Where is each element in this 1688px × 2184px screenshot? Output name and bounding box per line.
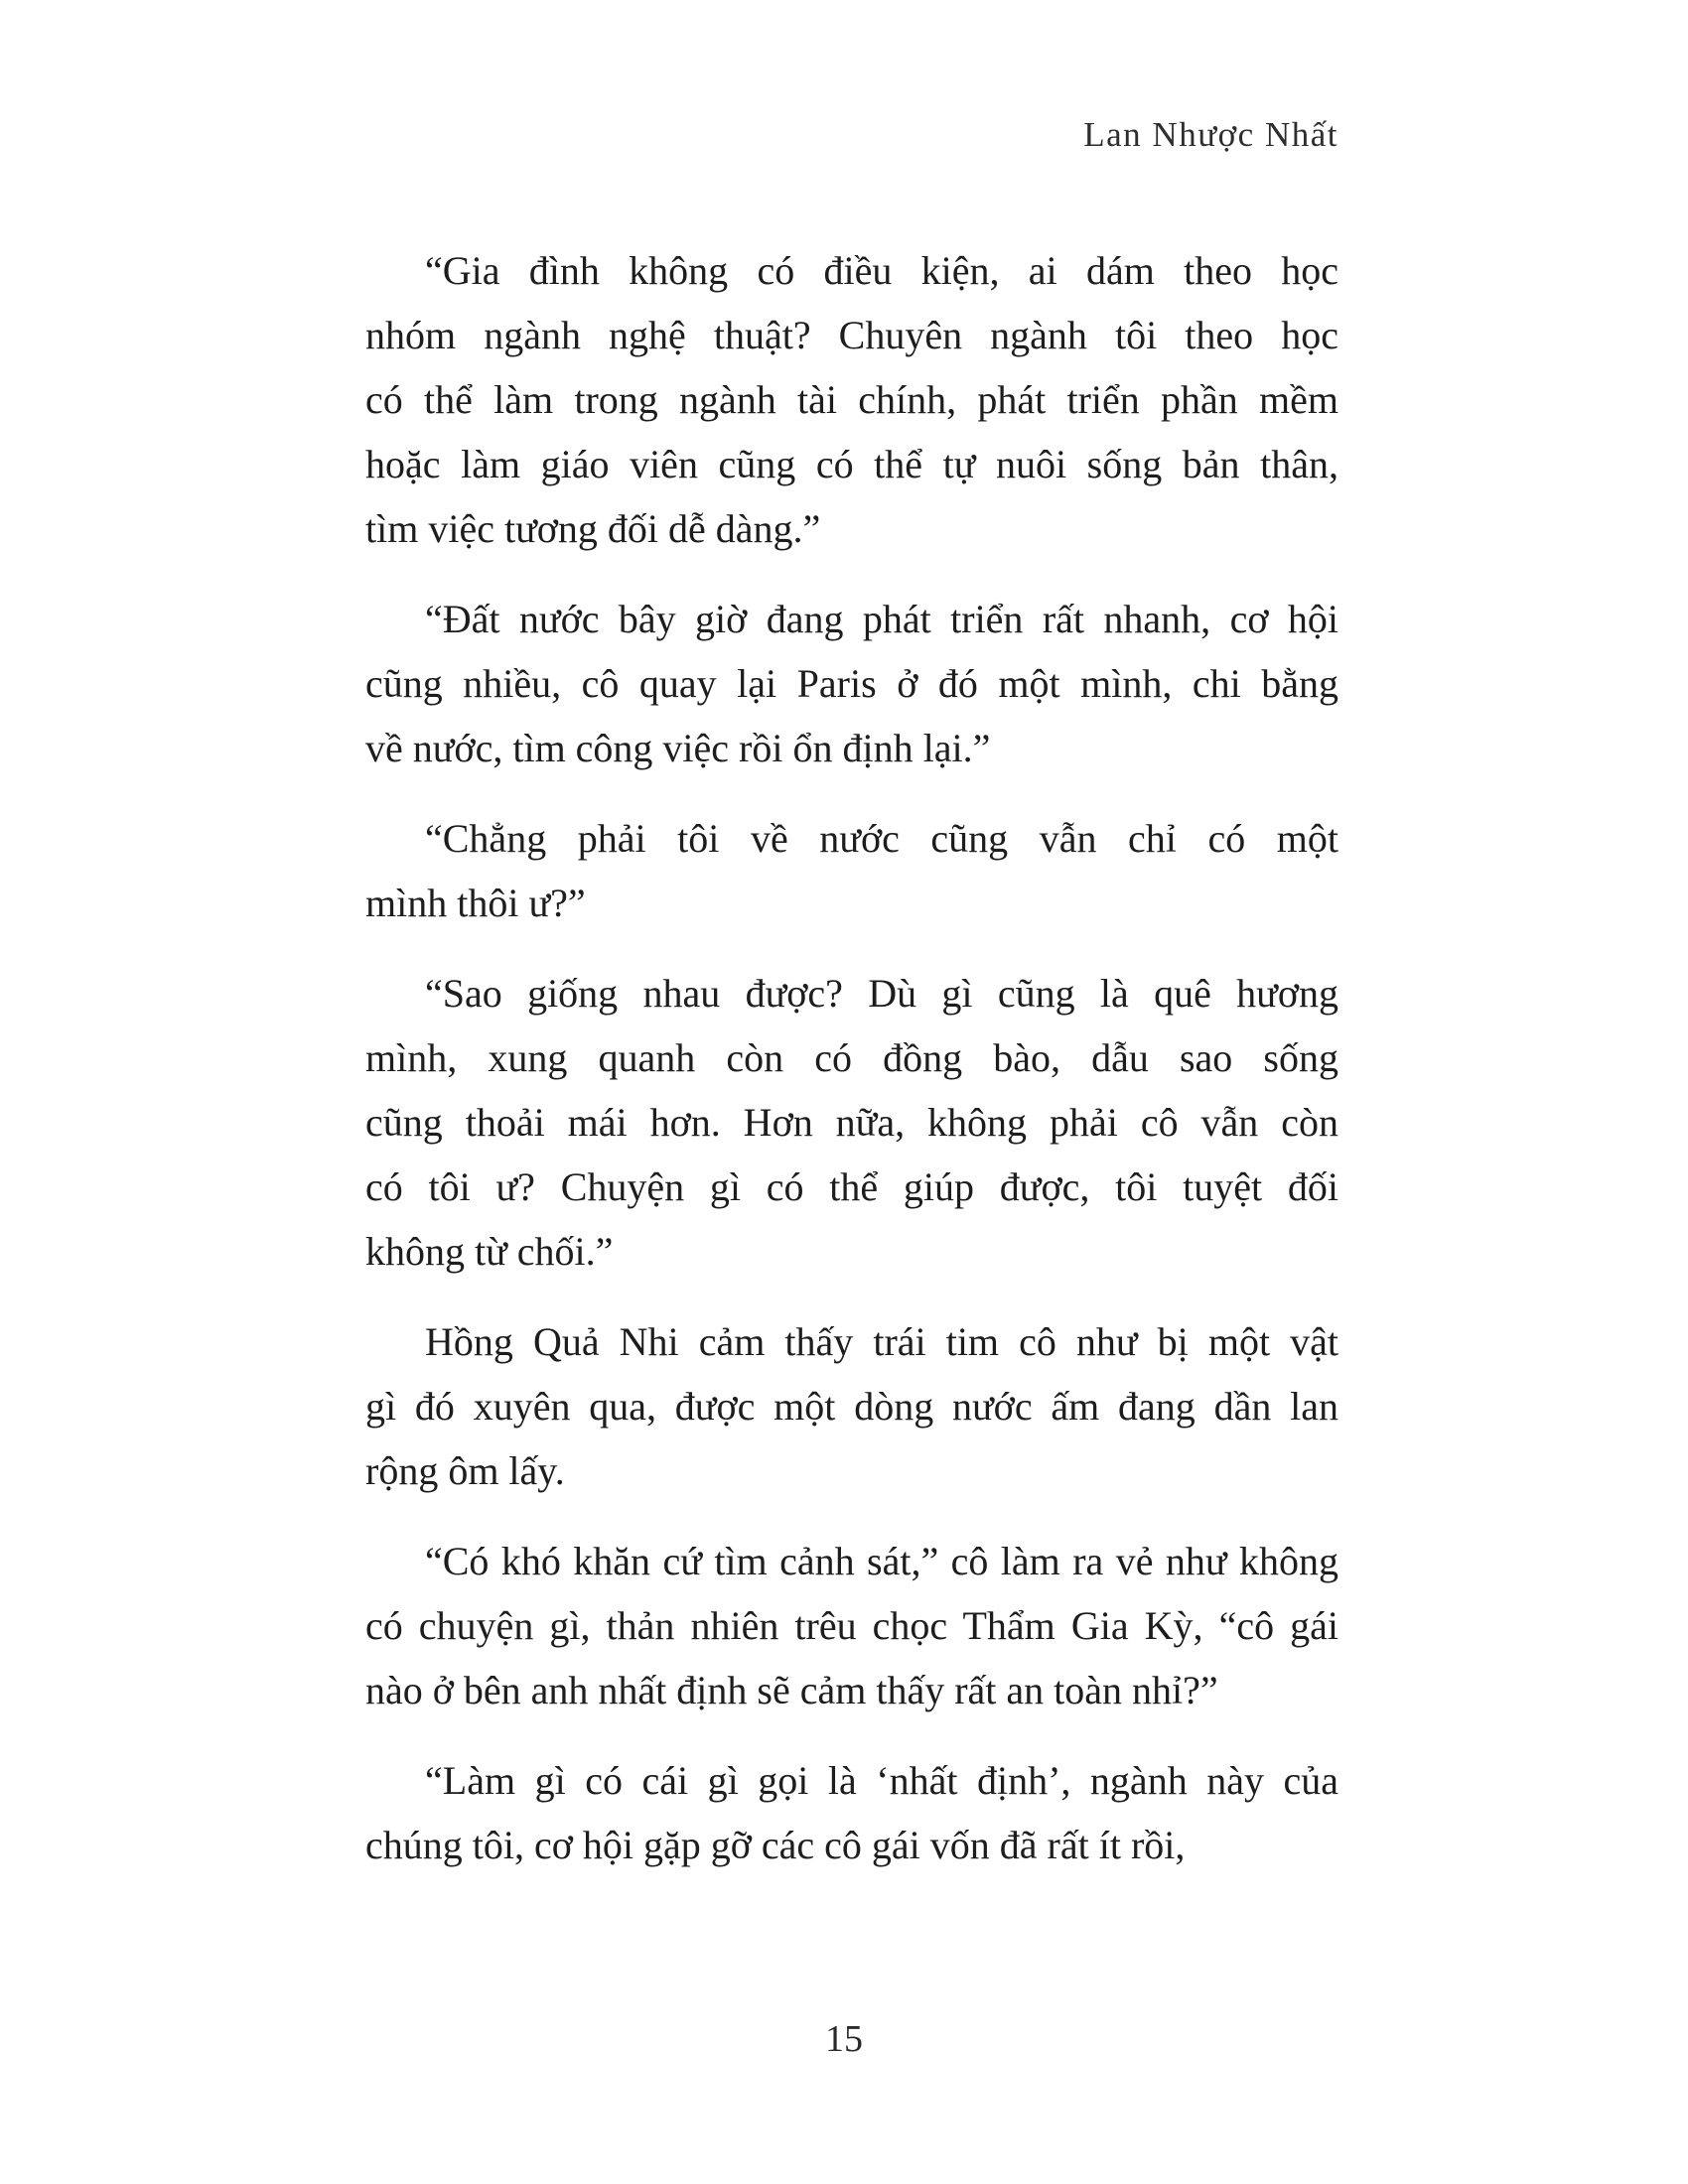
text-line: có thể làm trong ngành tài chính, phát triển phần mềm [365, 377, 1338, 422]
running-header: Lan Nhược Nhất [1083, 115, 1338, 154]
text-line: về nước, tìm công việc rồi ổn định lại.” [365, 726, 991, 770]
text-line: gì đó xuyên qua, được một dòng nước ấm đang dần lan [365, 1384, 1338, 1429]
text-line: “Làm gì có cái gì gọi là ‘nhất định’, ngành này của [425, 1758, 1338, 1803]
paragraph [365, 1748, 1338, 1877]
paragraph [365, 1529, 1338, 1722]
text-line: cũng thoải mái hơn. Hơn nữa, không phải cô vẫn còn [365, 1100, 1338, 1145]
paragraph [365, 238, 1338, 561]
text-line: “Sao giống nhau được? Dù gì cũng là quê hương [425, 971, 1338, 1016]
text-line: nào ở bên anh nhất định sẽ cảm thấy rất an toàn nhỉ?” [365, 1668, 1218, 1712]
text-line: tìm việc tương đối dễ dàng.” [365, 506, 821, 551]
text-line: mình, xung quanh còn có đồng bào, dẫu sao sống [365, 1035, 1338, 1080]
text-line: Hồng Quả Nhi cảm thấy trái tim cô như bị một vật [425, 1319, 1338, 1364]
text-line: “Chẳng phải tôi về nước cũng vẫn chỉ có một [425, 816, 1338, 861]
text-line: mình thôi ư?” [365, 881, 586, 925]
text-line: rộng ôm lấy. [365, 1448, 565, 1493]
text-line: cũng nhiều, cô quay lại Paris ở đó một mình, chi bằng [365, 661, 1338, 706]
paragraph [365, 1309, 1338, 1503]
paragraph [365, 961, 1338, 1284]
paragraph [365, 587, 1338, 780]
text-line: chúng tôi, cơ hội gặp gỡ các cô gái vốn đã rất ít rồi, [365, 1823, 1186, 1867]
paragraph [365, 806, 1338, 935]
text-block [365, 238, 1338, 1903]
text-line: nhóm ngành nghệ thuật? Chuyên ngành tôi theo học [365, 313, 1338, 357]
text-line: hoặc làm giáo viên cũng có thể tự nuôi sống bản thân, [365, 442, 1338, 486]
text-line: có tôi ư? Chuyện gì có thể giúp được, tôi tuyệt đối [365, 1164, 1338, 1209]
page-number: 15 [825, 2018, 863, 2060]
text-line: có chuyện gì, thản nhiên trêu chọc Thẩm Gia Kỳ, “cô gái [365, 1603, 1338, 1648]
text-line: không từ chối.” [365, 1229, 614, 1274]
text-line: “Gia đình không có điều kiện, ai dám theo học [425, 248, 1338, 293]
text-line: “Đất nước bây giờ đang phát triển rất nhanh, cơ hội [425, 597, 1338, 641]
text-line: “Có khó khăn cứ tìm cảnh sát,” cô làm ra vẻ như không [425, 1539, 1338, 1583]
